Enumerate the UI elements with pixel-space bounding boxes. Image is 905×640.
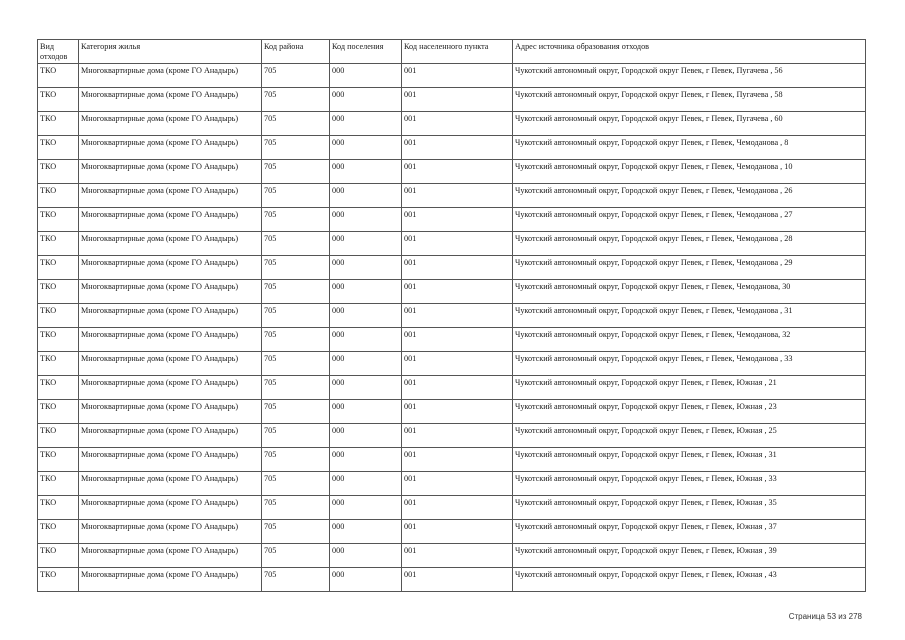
cell-source-address: Чукотский автономный округ, Городской округ Певек, г Певек, Пугачева , 58	[513, 88, 866, 112]
cell-source-address: Чукотский автономный округ, Городской округ Певек, г Певек, Чемоданова , 26	[513, 184, 866, 208]
cell-locality-code: 001	[402, 232, 513, 256]
cell-waste-type: ТКО	[38, 112, 79, 136]
cell-waste-type: ТКО	[38, 208, 79, 232]
cell-source-address: Чукотский автономный округ, Городской округ Певек, г Певек, Южная , 21	[513, 376, 866, 400]
table-row	[38, 328, 866, 352]
cell-housing-category: Многоквартирные дома (кроме ГО Анадырь)	[79, 376, 262, 400]
cell-district-code: 705	[262, 520, 330, 544]
cell-district-code: 705	[262, 352, 330, 376]
table-row	[38, 376, 866, 400]
table-row	[38, 232, 866, 256]
cell-source-address: Чукотский автономный округ, Городской округ Певек, г Певек, Чемоданова , 31	[513, 304, 866, 328]
cell-locality-code: 001	[402, 496, 513, 520]
cell-district-code: 705	[262, 208, 330, 232]
cell-source-address: Чукотский автономный округ, Городской округ Певек, г Певек, Чемоданова, 30	[513, 280, 866, 304]
cell-source-address: Чукотский автономный округ, Городской округ Певек, г Певек, Чемоданова, 32	[513, 328, 866, 352]
cell-waste-type: ТКО	[38, 400, 79, 424]
cell-settlement-code: 000	[330, 328, 402, 352]
cell-district-code: 705	[262, 184, 330, 208]
table-row	[38, 256, 866, 280]
cell-settlement-code: 000	[330, 208, 402, 232]
cell-district-code: 705	[262, 232, 330, 256]
table-row	[38, 544, 866, 568]
cell-locality-code: 001	[402, 568, 513, 592]
header-settlement-code: Код поселения	[330, 40, 402, 64]
cell-settlement-code: 000	[330, 280, 402, 304]
cell-source-address: Чукотский автономный округ, Городской округ Певек, г Певек, Чемоданова , 10	[513, 160, 866, 184]
cell-housing-category: Многоквартирные дома (кроме ГО Анадырь)	[79, 448, 262, 472]
cell-housing-category: Многоквартирные дома (кроме ГО Анадырь)	[79, 400, 262, 424]
table-body	[38, 64, 866, 592]
cell-locality-code: 001	[402, 448, 513, 472]
cell-housing-category: Многоквартирные дома (кроме ГО Анадырь)	[79, 280, 262, 304]
cell-settlement-code: 000	[330, 568, 402, 592]
cell-source-address: Чукотский автономный округ, Городской округ Певек, г Певек, Южная , 25	[513, 424, 866, 448]
cell-settlement-code: 000	[330, 424, 402, 448]
cell-locality-code: 001	[402, 256, 513, 280]
cell-locality-code: 001	[402, 400, 513, 424]
cell-locality-code: 001	[402, 472, 513, 496]
cell-district-code: 705	[262, 136, 330, 160]
cell-waste-type: ТКО	[38, 304, 79, 328]
cell-locality-code: 001	[402, 64, 513, 88]
cell-housing-category: Многоквартирные дома (кроме ГО Анадырь)	[79, 520, 262, 544]
cell-locality-code: 001	[402, 352, 513, 376]
cell-housing-category: Многоквартирные дома (кроме ГО Анадырь)	[79, 424, 262, 448]
cell-settlement-code: 000	[330, 184, 402, 208]
cell-district-code: 705	[262, 160, 330, 184]
cell-settlement-code: 000	[330, 544, 402, 568]
cell-housing-category: Многоквартирные дома (кроме ГО Анадырь)	[79, 256, 262, 280]
table-row	[38, 136, 866, 160]
cell-housing-category: Многоквартирные дома (кроме ГО Анадырь)	[79, 136, 262, 160]
table-row	[38, 496, 866, 520]
cell-source-address: Чукотский автономный округ, Городской округ Певек, г Певек, Южная , 43	[513, 568, 866, 592]
cell-waste-type: ТКО	[38, 496, 79, 520]
cell-district-code: 705	[262, 304, 330, 328]
cell-district-code: 705	[262, 544, 330, 568]
cell-locality-code: 001	[402, 136, 513, 160]
cell-settlement-code: 000	[330, 376, 402, 400]
cell-source-address: Чукотский автономный округ, Городской округ Певек, г Певек, Пугачева , 60	[513, 112, 866, 136]
cell-source-address: Чукотский автономный округ, Городской округ Певек, г Певек, Южная , 23	[513, 400, 866, 424]
cell-source-address: Чукотский автономный округ, Городской округ Певек, г Певек, Южная , 35	[513, 496, 866, 520]
cell-waste-type: ТКО	[38, 160, 79, 184]
cell-settlement-code: 000	[330, 160, 402, 184]
cell-settlement-code: 000	[330, 256, 402, 280]
cell-settlement-code: 000	[330, 496, 402, 520]
cell-waste-type: ТКО	[38, 184, 79, 208]
cell-waste-type: ТКО	[38, 88, 79, 112]
cell-housing-category: Многоквартирные дома (кроме ГО Анадырь)	[79, 88, 262, 112]
cell-housing-category: Многоквартирные дома (кроме ГО Анадырь)	[79, 184, 262, 208]
cell-locality-code: 001	[402, 304, 513, 328]
cell-waste-type: ТКО	[38, 136, 79, 160]
header-source-address: Адрес источника образования отходов	[513, 40, 866, 64]
cell-settlement-code: 000	[330, 232, 402, 256]
cell-waste-type: ТКО	[38, 64, 79, 88]
cell-locality-code: 001	[402, 424, 513, 448]
header-housing-category: Категория жилья	[79, 40, 262, 64]
table-row	[38, 88, 866, 112]
cell-settlement-code: 000	[330, 472, 402, 496]
cell-district-code: 705	[262, 256, 330, 280]
cell-locality-code: 001	[402, 544, 513, 568]
cell-settlement-code: 000	[330, 448, 402, 472]
cell-locality-code: 001	[402, 160, 513, 184]
cell-district-code: 705	[262, 496, 330, 520]
cell-housing-category: Многоквартирные дома (кроме ГО Анадырь)	[79, 208, 262, 232]
table-row	[38, 208, 866, 232]
cell-source-address: Чукотский автономный округ, Городской округ Певек, г Певек, Южная , 33	[513, 472, 866, 496]
table-row	[38, 160, 866, 184]
cell-waste-type: ТКО	[38, 568, 79, 592]
cell-waste-type: ТКО	[38, 256, 79, 280]
table-row	[38, 64, 866, 88]
cell-district-code: 705	[262, 328, 330, 352]
cell-source-address: Чукотский автономный округ, Городской округ Певек, г Певек, Южная , 37	[513, 520, 866, 544]
cell-source-address: Чукотский автономный округ, Городской округ Певек, г Певек, Чемоданова , 33	[513, 352, 866, 376]
page-number: Страница 53 из 278	[788, 612, 862, 621]
cell-locality-code: 001	[402, 280, 513, 304]
cell-housing-category: Многоквартирные дома (кроме ГО Анадырь)	[79, 304, 262, 328]
cell-waste-type: ТКО	[38, 424, 79, 448]
table-row	[38, 304, 866, 328]
cell-housing-category: Многоквартирные дома (кроме ГО Анадырь)	[79, 496, 262, 520]
cell-source-address: Чукотский автономный округ, Городской округ Певек, г Певек, Чемоданова , 29	[513, 256, 866, 280]
cell-waste-type: ТКО	[38, 328, 79, 352]
table-row	[38, 400, 866, 424]
cell-source-address: Чукотский автономный округ, Городской округ Певек, г Певек, Чемоданова , 28	[513, 232, 866, 256]
cell-source-address: Чукотский автономный округ, Городской округ Певек, г Певек, Пугачева , 56	[513, 64, 866, 88]
table-row	[38, 448, 866, 472]
cell-housing-category: Многоквартирные дома (кроме ГО Анадырь)	[79, 232, 262, 256]
header-locality-code: Код населенного пункта	[402, 40, 513, 64]
cell-settlement-code: 000	[330, 304, 402, 328]
table-row	[38, 472, 866, 496]
waste-sources-table	[37, 39, 866, 592]
cell-district-code: 705	[262, 424, 330, 448]
cell-housing-category: Многоквартирные дома (кроме ГО Анадырь)	[79, 64, 262, 88]
cell-housing-category: Многоквартирные дома (кроме ГО Анадырь)	[79, 472, 262, 496]
cell-district-code: 705	[262, 376, 330, 400]
cell-settlement-code: 000	[330, 400, 402, 424]
cell-district-code: 705	[262, 280, 330, 304]
cell-source-address: Чукотский автономный округ, Городской округ Певек, г Певек, Южная , 31	[513, 448, 866, 472]
table-row	[38, 184, 866, 208]
cell-housing-category: Многоквартирные дома (кроме ГО Анадырь)	[79, 352, 262, 376]
cell-housing-category: Многоквартирные дома (кроме ГО Анадырь)	[79, 112, 262, 136]
cell-locality-code: 001	[402, 184, 513, 208]
cell-settlement-code: 000	[330, 520, 402, 544]
cell-locality-code: 001	[402, 88, 513, 112]
cell-waste-type: ТКО	[38, 448, 79, 472]
cell-locality-code: 001	[402, 520, 513, 544]
table-row	[38, 568, 866, 592]
cell-settlement-code: 000	[330, 136, 402, 160]
cell-waste-type: ТКО	[38, 472, 79, 496]
cell-waste-type: ТКО	[38, 352, 79, 376]
table-header	[38, 40, 866, 64]
cell-district-code: 705	[262, 400, 330, 424]
table-row	[38, 520, 866, 544]
cell-housing-category: Многоквартирные дома (кроме ГО Анадырь)	[79, 160, 262, 184]
cell-locality-code: 001	[402, 112, 513, 136]
cell-district-code: 705	[262, 64, 330, 88]
table-row	[38, 112, 866, 136]
cell-settlement-code: 000	[330, 352, 402, 376]
header-district-code: Код района	[262, 40, 330, 64]
cell-housing-category: Многоквартирные дома (кроме ГО Анадырь)	[79, 544, 262, 568]
cell-settlement-code: 000	[330, 112, 402, 136]
cell-housing-category: Многоквартирные дома (кроме ГО Анадырь)	[79, 568, 262, 592]
cell-district-code: 705	[262, 568, 330, 592]
header-waste-type: Вид отходов	[38, 40, 79, 64]
cell-waste-type: ТКО	[38, 232, 79, 256]
cell-waste-type: ТКО	[38, 544, 79, 568]
cell-settlement-code: 000	[330, 64, 402, 88]
header-row	[38, 40, 866, 64]
table-row	[38, 352, 866, 376]
cell-district-code: 705	[262, 88, 330, 112]
table-row	[38, 424, 866, 448]
cell-source-address: Чукотский автономный округ, Городской округ Певек, г Певек, Южная , 39	[513, 544, 866, 568]
cell-source-address: Чукотский автономный округ, Городской округ Певек, г Певек, Чемоданова , 8	[513, 136, 866, 160]
cell-district-code: 705	[262, 472, 330, 496]
table-row	[38, 280, 866, 304]
cell-waste-type: ТКО	[38, 280, 79, 304]
cell-locality-code: 001	[402, 328, 513, 352]
cell-waste-type: ТКО	[38, 520, 79, 544]
cell-waste-type: ТКО	[38, 376, 79, 400]
cell-housing-category: Многоквартирные дома (кроме ГО Анадырь)	[79, 328, 262, 352]
cell-locality-code: 001	[402, 376, 513, 400]
cell-district-code: 705	[262, 448, 330, 472]
cell-district-code: 705	[262, 112, 330, 136]
cell-settlement-code: 000	[330, 88, 402, 112]
cell-locality-code: 001	[402, 208, 513, 232]
cell-source-address: Чукотский автономный округ, Городской округ Певек, г Певек, Чемоданова , 27	[513, 208, 866, 232]
